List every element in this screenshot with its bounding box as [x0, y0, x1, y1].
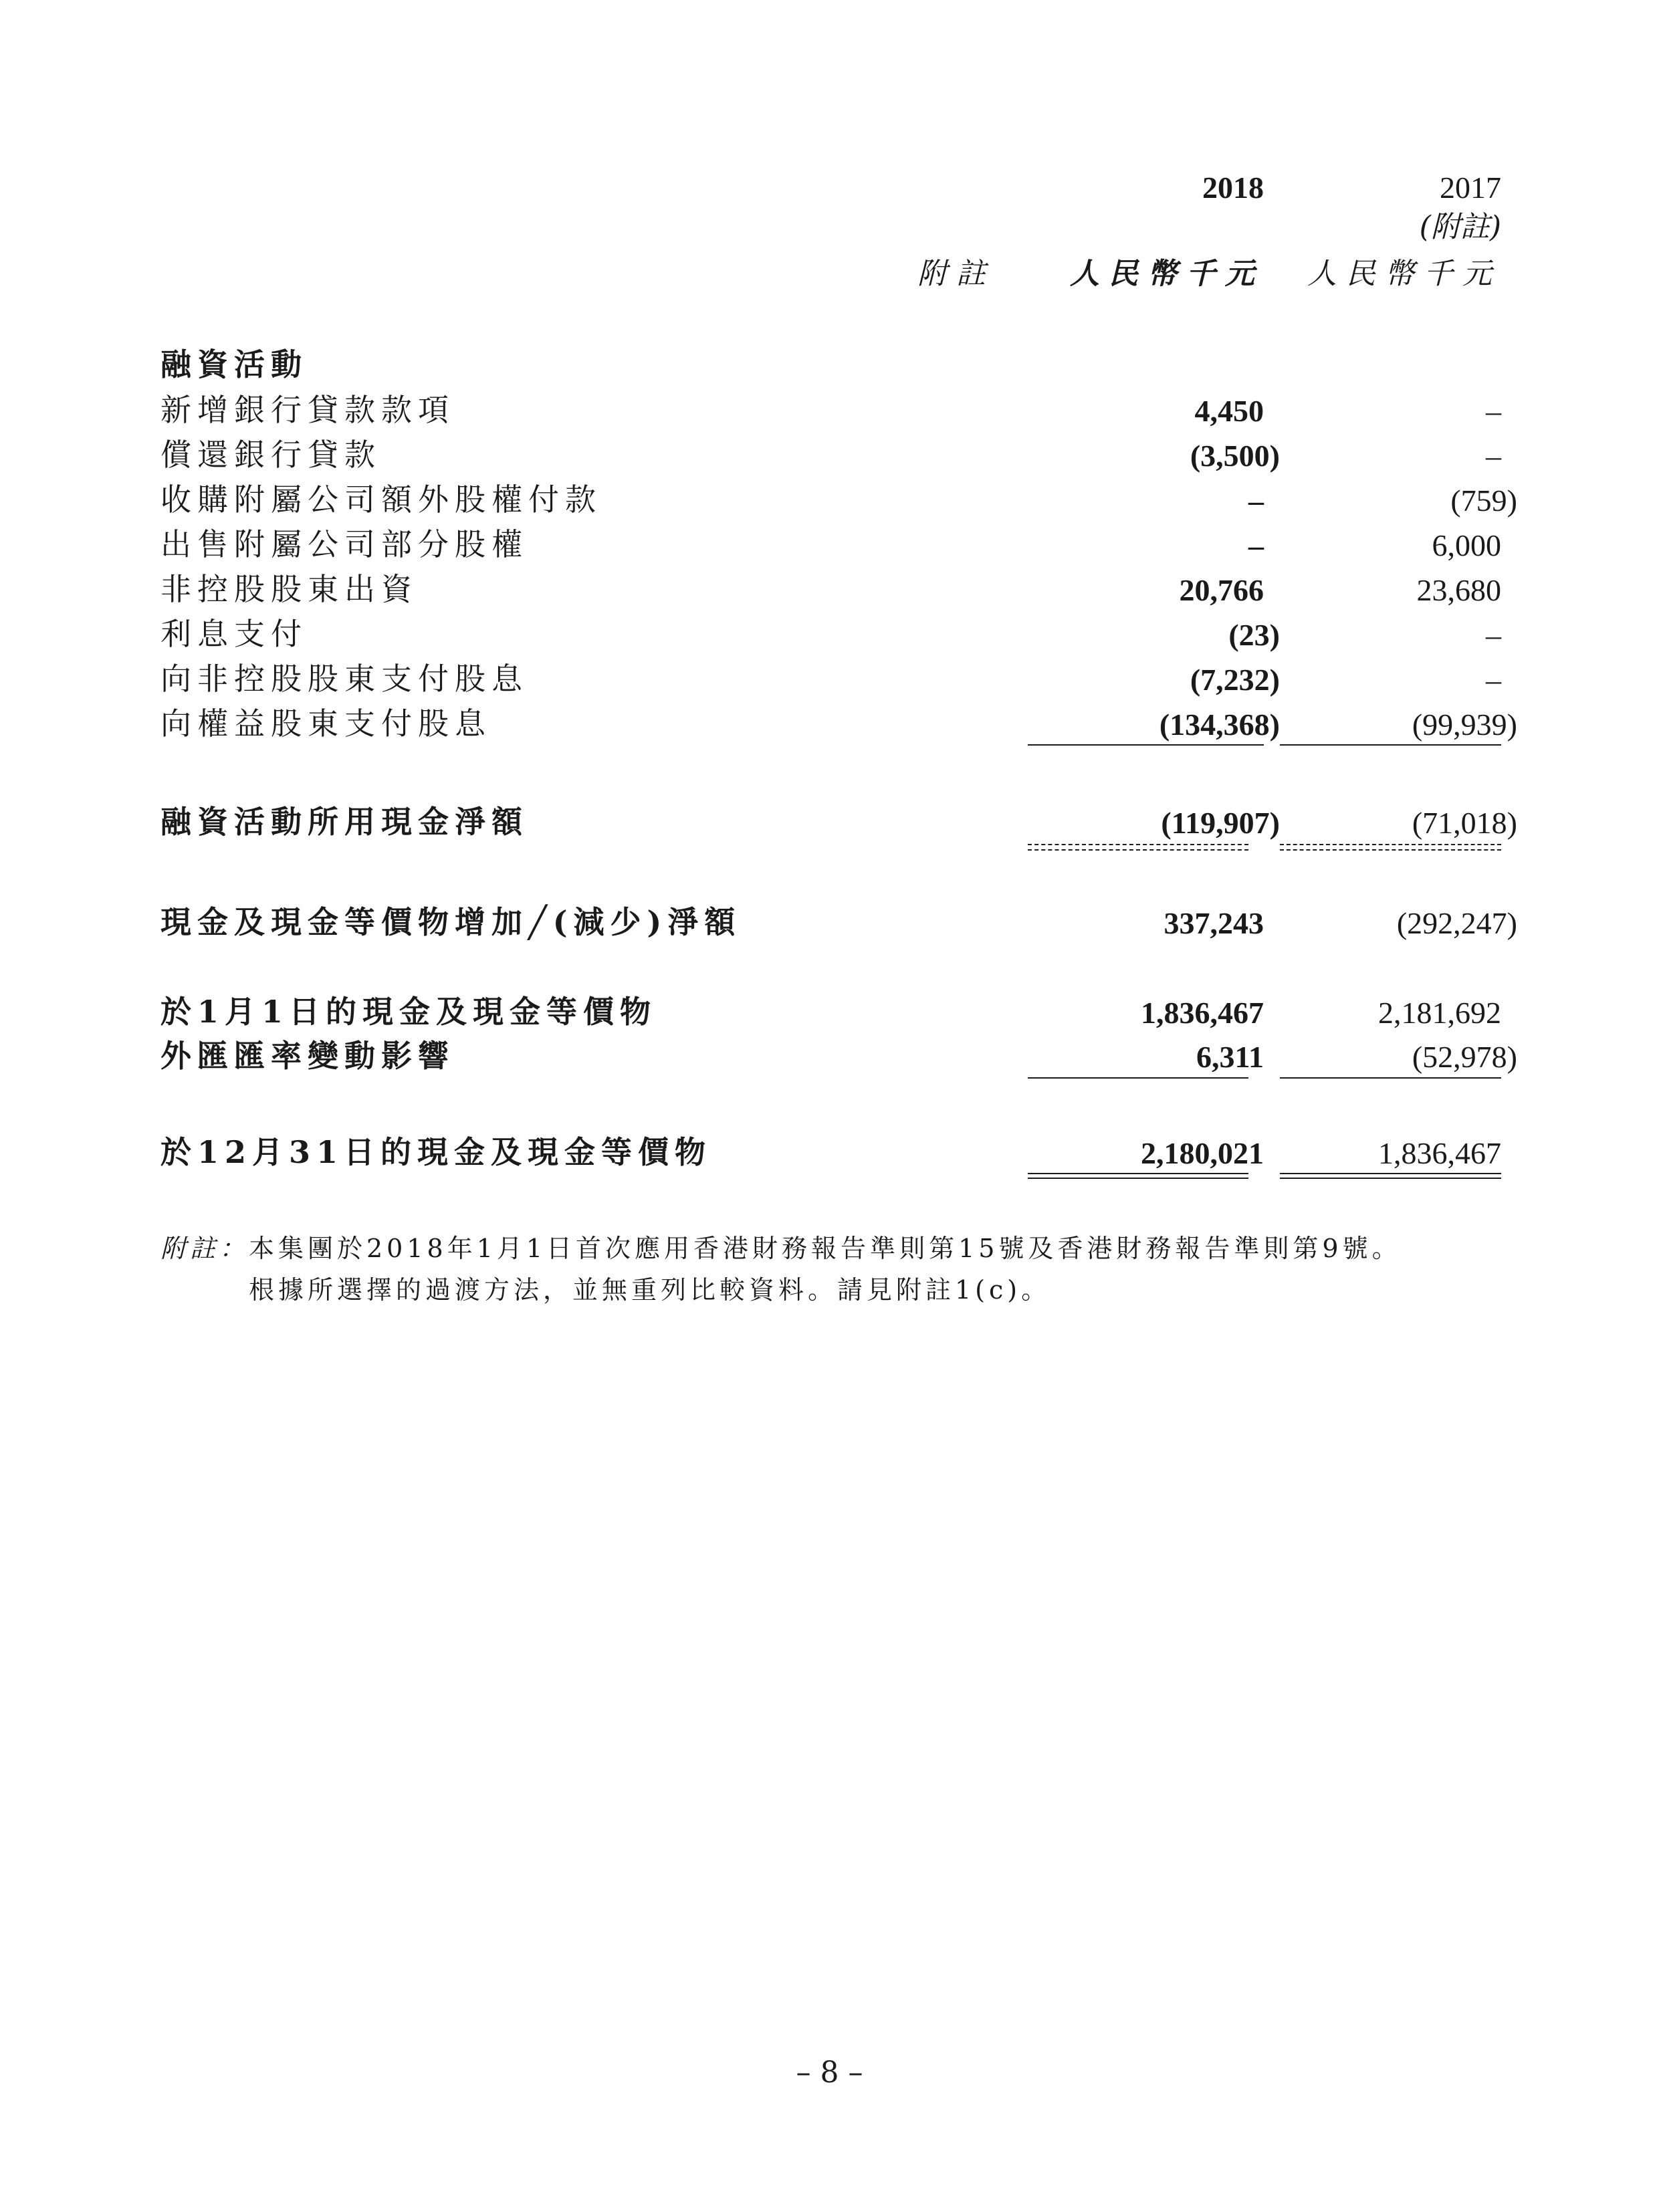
footnote-line-1: 本集團於2018年1月1日首次應用香港財務報告準則第15號及香港財務報告準則第9號。: [249, 1234, 1402, 1263]
net-financing-label: 融資活動所用現金淨額: [160, 804, 528, 840]
row-value-2018: (7,232): [1190, 663, 1280, 697]
net-change-value-2018: 337,243: [1164, 906, 1264, 940]
subtotal-rule-2018: [1028, 744, 1264, 746]
dashed-rule-2017-b: [1280, 849, 1501, 851]
row-label: 收購附屬公司額外股權付款: [160, 481, 602, 518]
dashed-rule-2018-a: [1028, 844, 1248, 845]
net-financing-value-2018: (119,907): [1161, 806, 1280, 840]
row-value-2017: (99,939): [1412, 707, 1517, 742]
row-value-2018: 20,766: [1179, 573, 1264, 607]
closing-balance-label: 於12月31日的現金及現金等價物: [160, 1134, 712, 1170]
row-value-2017: 23,680: [1416, 573, 1501, 607]
row-value-2018: –: [1248, 528, 1264, 562]
section-title-financing: 融資活動: [160, 346, 308, 382]
footnote-line-2: 根據所選擇的過渡方法，並無重列比較資料。請見附註1(c)。: [249, 1275, 1051, 1305]
fx-effect-value-2018: 6,311: [1196, 1040, 1264, 1074]
dashed-rule-2017-a: [1280, 844, 1501, 845]
header-note-2017: (附註): [1419, 210, 1501, 244]
net-change-label: 現金及現金等價物增加╱(減少)淨額: [160, 904, 742, 940]
row-value-2017: –: [1486, 663, 1501, 697]
subtotal-rule-2017: [1280, 744, 1501, 746]
row-value-2018: (23): [1228, 618, 1280, 652]
header-unit-2017: 人民幣千元: [1307, 257, 1501, 291]
opening-balance-value-2018: 1,836,467: [1141, 996, 1264, 1030]
row-label: 償還銀行貸款: [160, 437, 381, 473]
net-change-value-2017: (292,247): [1396, 906, 1517, 940]
page-number: – 8 –: [796, 2056, 863, 2090]
row-value-2017: –: [1486, 618, 1501, 652]
row-value-2018: (134,368): [1159, 707, 1280, 742]
row-label: 新增銀行貸款款項: [160, 392, 455, 428]
row-label: 向非控股股東支付股息: [160, 661, 528, 697]
fx-rule-2017: [1280, 1077, 1501, 1079]
row-value-2018: –: [1248, 483, 1264, 518]
closing-balance-value-2017: 1,836,467: [1378, 1136, 1501, 1170]
row-value-2018: 4,450: [1194, 394, 1264, 428]
net-financing-value-2017: (71,018): [1412, 806, 1517, 840]
double-rule-2017: [1280, 1173, 1501, 1179]
row-label: 利息支付: [160, 616, 308, 652]
header-unit-2018: 人民幣千元: [1070, 257, 1264, 291]
header-notes-column: 附註: [917, 257, 995, 291]
row-label: 出售附屬公司部分股權: [160, 526, 528, 562]
row-value-2017: 6,000: [1432, 528, 1501, 562]
header-year-2018: 2018: [1202, 171, 1264, 205]
fx-effect-value-2017: (52,978): [1412, 1040, 1517, 1074]
row-value-2017: (759): [1450, 483, 1517, 518]
fx-effect-label: 外匯匯率變動影響: [160, 1038, 455, 1074]
closing-balance-value-2018: 2,180,021: [1141, 1136, 1264, 1170]
fx-rule-2018: [1028, 1077, 1248, 1079]
row-label: 向權益股東支付股息: [160, 705, 491, 742]
dashed-rule-2018-b: [1028, 849, 1248, 851]
header-year-2017: 2017: [1440, 171, 1501, 205]
row-value-2017: –: [1486, 439, 1501, 473]
opening-balance-label: 於1月1日的現金及現金等價物: [160, 994, 657, 1030]
row-value-2017: –: [1486, 394, 1501, 428]
opening-balance-value-2017: 2,181,692: [1378, 996, 1501, 1030]
footnote-prefix: 附註：: [160, 1234, 249, 1263]
row-value-2018: (3,500): [1190, 439, 1280, 473]
row-label: 非控股股東出資: [160, 571, 418, 607]
double-rule-2018: [1028, 1173, 1248, 1179]
